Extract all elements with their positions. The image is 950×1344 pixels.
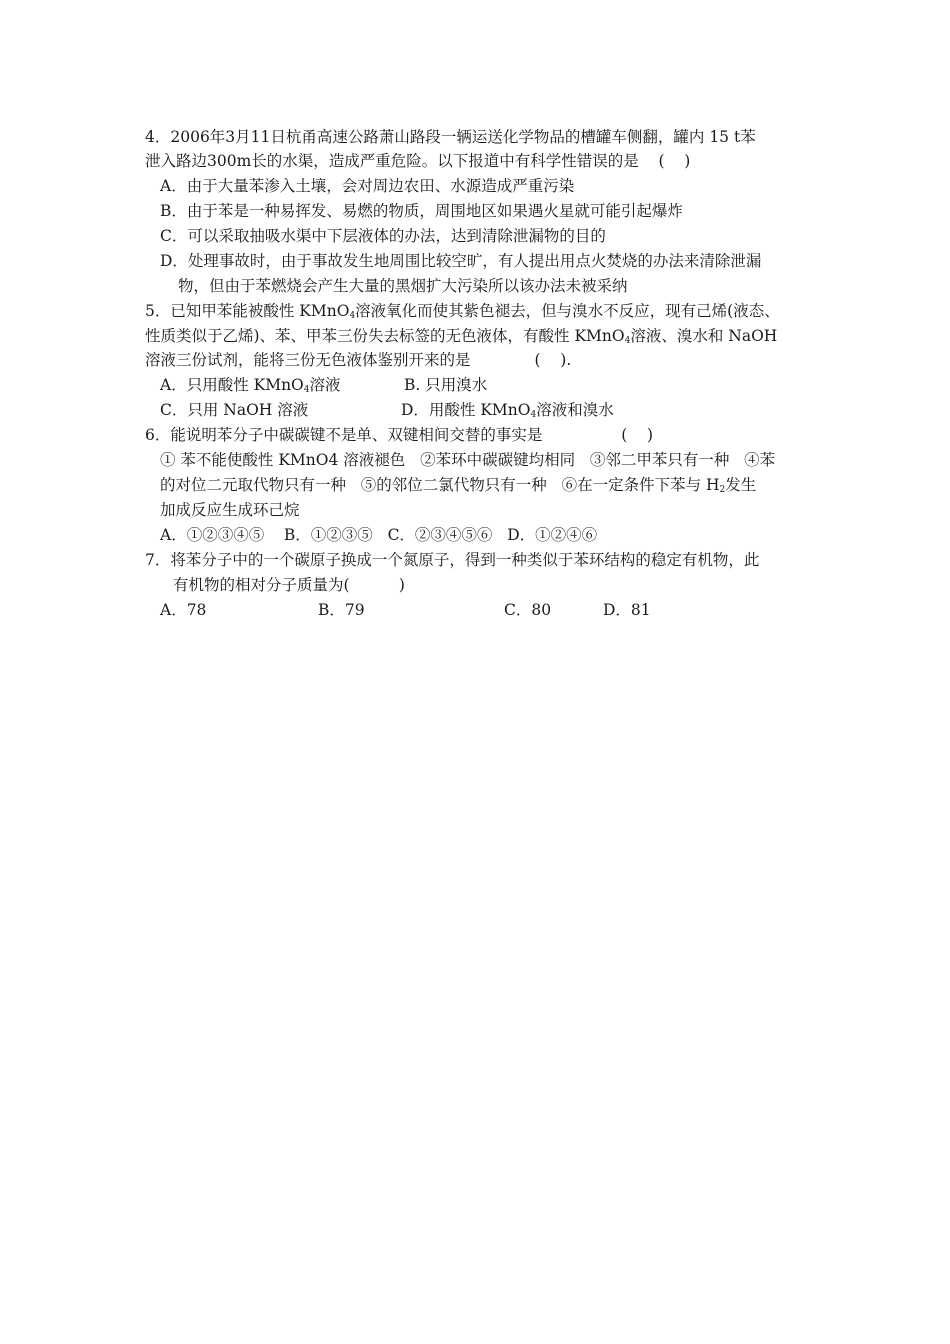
q5-option-a-text-a: A．只用酸性 KMnO bbox=[160, 376, 304, 394]
q5-stem-line-1 bbox=[145, 299, 780, 323]
q4-stem-line-1: 4．2006年3月11日杭甬高速公路萧山路段一辆运送化学物品的槽罐车侧翻，罐内 15 t苯 bbox=[145, 128, 756, 146]
q6-options: A．①②③④⑤ B．①②③⑤ C．②③④⑤⑥ D．①②④⑥ bbox=[160, 526, 598, 544]
q6-line-3-text-a: 的对位二元取代物只有一种 ⑤的邻位二氯代物只有一种 ⑥在一定条件下苯与 H bbox=[160, 476, 720, 494]
q4-option-d-line-1: D．处理事故时，由于事故发生地周围比较空旷，有人提出用点火焚烧的办法来清除泄漏 bbox=[160, 252, 762, 270]
q5-line-1-subscript: 4 bbox=[349, 311, 356, 321]
q5-stem-line-3: 溶液三份试剂，能将三份无色液体鉴别开来的是 ( ). bbox=[145, 351, 572, 369]
q4-option-d-line-2: 物，但由于苯燃烧会产生大量的黑烟扩大污染所以该办法未被采纳 bbox=[178, 277, 628, 295]
q5-line-2-text-b: 溶液、溴水和 NaOH bbox=[630, 327, 778, 345]
q5-option-d-text-a: D．用酸性 KMnO bbox=[401, 401, 531, 419]
q7-option-d: D．81 bbox=[603, 601, 651, 619]
q6-stem-line-2: ① 苯不能使酸性 KMnO4 溶液褪色 ②苯环中碳碳键均相同 ③邻二甲苯只有一种 ④苯 bbox=[160, 451, 776, 469]
q5-option-d-text-b: 溶液和溴水 bbox=[536, 401, 614, 419]
q5-option-c: C．只用 NaOH 溶液 bbox=[160, 401, 309, 419]
q4-option-c: C．可以采取抽吸水渠中下层液体的办法，达到清除泄漏物的目的 bbox=[160, 227, 606, 245]
q7-stem-line-1: 7．将苯分子中的一个碳原子换成一个氮原子，得到一种类似于苯环结构的稳定有机物，此 bbox=[145, 551, 760, 569]
q6-stem-line-4: 加成反应生成环己烷 bbox=[160, 501, 300, 519]
q6-line-3-subscript: 2 bbox=[719, 485, 726, 495]
q7-option-c: C．80 bbox=[504, 601, 552, 619]
q7-stem-line-2: 有机物的相对分子质量为( ) bbox=[173, 576, 405, 594]
q5-option-a-text-b: 溶液 bbox=[309, 376, 341, 394]
q5-option-b: B. 只用溴水 bbox=[404, 376, 488, 394]
q4-stem-line-2: 泄入路边300m长的水渠，造成严重危险。以下报道中有科学性错误的是 ( ) bbox=[145, 152, 691, 170]
q5-option-d bbox=[401, 398, 614, 422]
q4-option-a: A．由于大量苯渗入土壤，会对周边农田、水源造成严重污染 bbox=[160, 177, 575, 195]
q6-stem-line-3 bbox=[160, 473, 756, 497]
q5-option-d-subscript: 4 bbox=[530, 410, 537, 420]
q5-option-a-subscript: 4 bbox=[303, 385, 310, 395]
q5-line-2-text-a: 性质类似于乙烯)、苯、甲苯三份失去标签的无色液体，有酸性 KMnO bbox=[145, 327, 625, 345]
q5-line-1-text-b: 溶液氧化而使其紫色褪去，但与溴水不反应，现有己烯(液态、 bbox=[355, 302, 780, 320]
q5-option-a bbox=[160, 373, 341, 397]
q7-option-a: A．78 bbox=[160, 601, 207, 619]
q5-line-2-subscript: 4 bbox=[624, 336, 631, 346]
q5-line-1-text-a: 5．已知甲苯能被酸性 KMnO bbox=[145, 302, 350, 320]
q7-option-b: B．79 bbox=[318, 601, 365, 619]
q6-line-3-text-b: 发生 bbox=[725, 476, 757, 494]
q6-stem-line-1: 6．能说明苯分子中碳碳键不是单、双键相间交替的事实是 ( ) bbox=[145, 426, 653, 444]
q4-option-b: B．由于苯是一种易挥发、易燃的物质，周围地区如果遇火星就可能引起爆炸 bbox=[160, 202, 683, 220]
q5-stem-line-2 bbox=[145, 324, 777, 348]
